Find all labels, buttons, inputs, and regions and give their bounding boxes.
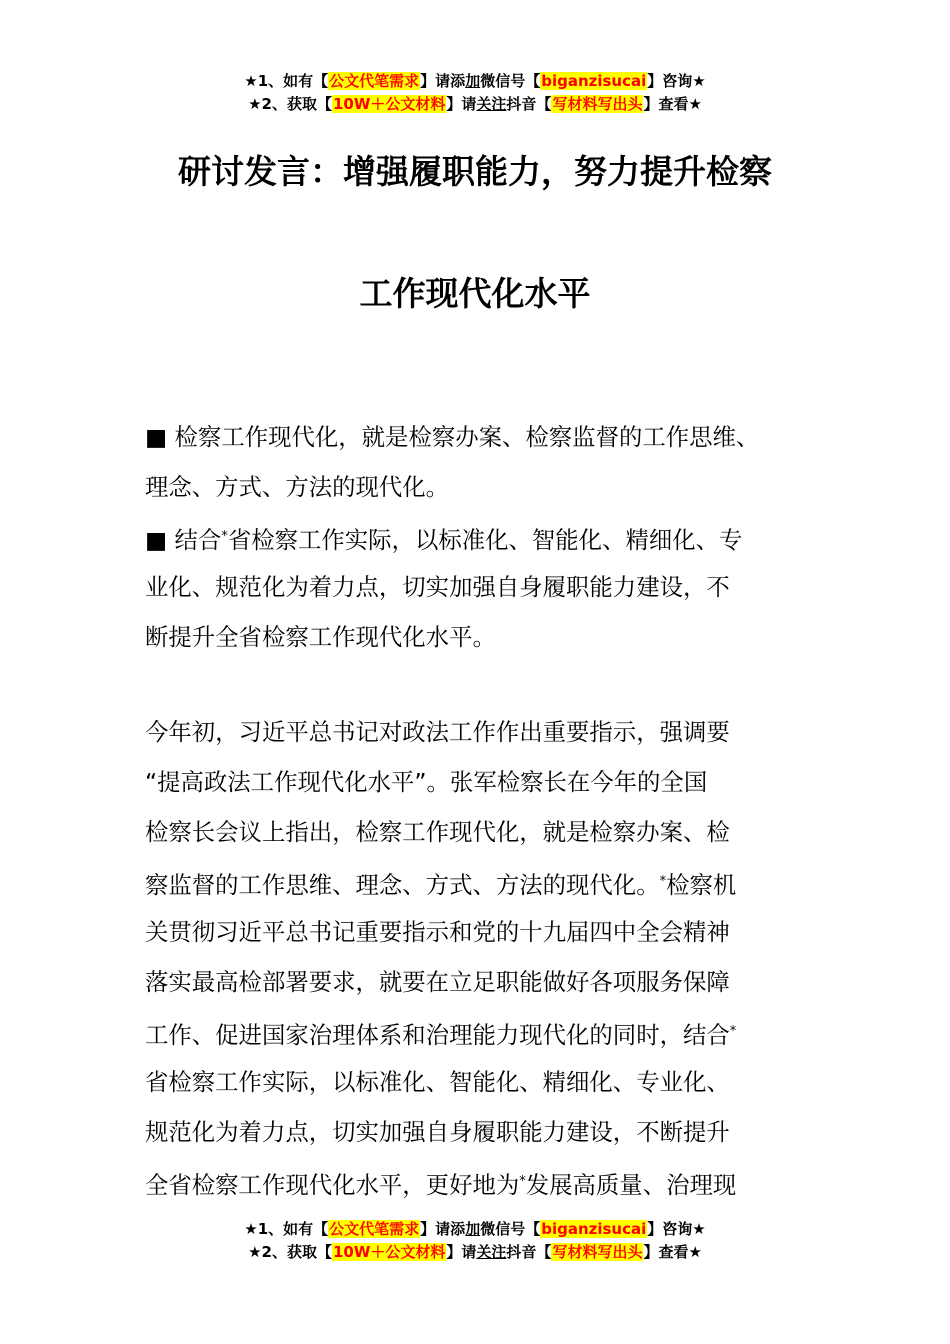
banner-text: 抖音【 [506,1243,552,1261]
paragraph-line: 检察长会议上指出，检察工作现代化，就是检察办案、检 [145,818,730,846]
paragraph-line: 省检察工作实际，以标准化、智能化、精细化、专业化、 [145,1068,730,1096]
banner-text: ★1、如有【 [244,72,329,90]
highlight-materials: 10W＋公文材料 [332,1243,446,1261]
text-run: 察监督的工作思维、理念、方式、方法的现代化。 [145,871,660,899]
text-run: 全省检察工作现代化水平，更好地为 [145,1171,520,1199]
header-banner [0,70,950,116]
banner-text: 】请添 [420,1220,466,1238]
document-title-line-1: 研讨发言：增强履职能力，努力提升检察 [178,152,772,191]
highlight-materials: 10W＋公文材料 [332,95,446,113]
summary-item-1-line: ■ 检察工作现代化，就是检察办案、检察监督的工作思维、 [145,423,760,451]
footer-banner [0,1218,950,1264]
paragraph-line: “提高政法工作现代化水平”。张军检察长在今年的全国 [145,768,708,796]
asterisk-mark: * [519,1174,526,1189]
paragraph-line: 落实最高检部署要求，就要在立足职能做好各项服务保障 [145,968,730,996]
text-run: ■ 结合 [145,526,222,554]
banner-text: ★2、获取【 [248,1243,332,1261]
document-title-line-2: 工作现代化水平 [359,274,591,313]
summary-item-2-line [145,512,810,562]
asterisk-mark: * [221,529,228,544]
banner-underlined-text: 关注 [476,1243,507,1261]
banner-text: 微信号【 [480,72,541,90]
banner-underlined-text: 加 [465,72,481,90]
paragraph-line: 今年初，习近平总书记对政法工作作出重要指示，强调要 [145,718,730,746]
banner-text: 】咨询★ [647,72,706,90]
text-run: 发展高质量、治理现 [525,1171,737,1199]
banner-text: 】请 [446,95,477,113]
paragraph-line [145,1007,810,1057]
banner-text: 】咨询★ [647,1220,706,1238]
highlight-wechat-id: biganzisucai [541,72,647,90]
summary-item-2-line: 业化、规范化为着力点，切实加强自身履职能力建设，不 [145,573,730,601]
banner-line-2 [0,93,950,116]
asterisk-mark: * [729,1024,737,1039]
paragraph-line [145,857,810,907]
banner-line-1 [0,1218,950,1241]
summary-section [145,412,810,662]
summary-item-2-line: 断提升全省检察工作现代化水平。 [145,623,496,651]
banner-text: 】查看★ [643,1243,702,1261]
text-run: 省检察工作实际，以标准化、智能化、精细化、专 [227,526,743,554]
text-run: 检察机 [666,871,737,899]
highlight-douyin-account: 写材料写出头 [552,1243,643,1261]
banner-underlined-text: 关注 [476,95,507,113]
banner-text: 】请 [446,1243,477,1261]
summary-item-1-line: 理念、方式、方法的现代化。 [145,473,450,501]
highlight-service: 公文代笔需求 [329,72,420,90]
highlight-douyin-account: 写材料写出头 [552,95,643,113]
body-paragraph [145,707,810,1207]
banner-text: ★1、如有【 [244,1220,329,1238]
banner-text: 】查看★ [643,95,702,113]
banner-underlined-text: 加 [465,1220,481,1238]
paragraph-line: 规范化为着力点，切实加强自身履职能力建设，不断提升 [145,1118,730,1146]
paragraph-line: 关贯彻习近平总书记重要指示和党的十九届四中全会精神 [145,918,730,946]
banner-line-1 [0,70,950,93]
banner-text: ★2、获取【 [248,95,332,113]
banner-text: 抖音【 [506,95,552,113]
highlight-service: 公文代笔需求 [329,1220,420,1238]
banner-text: 微信号【 [480,1220,541,1238]
text-run: 工作、促进国家治理体系和治理能力现代化的同时，结合 [145,1021,730,1049]
banner-text: 】请添 [420,72,466,90]
asterisk-mark: * [659,874,667,889]
highlight-wechat-id: biganzisucai [541,1220,647,1238]
paragraph-line [145,1157,810,1207]
banner-line-2 [0,1241,950,1264]
